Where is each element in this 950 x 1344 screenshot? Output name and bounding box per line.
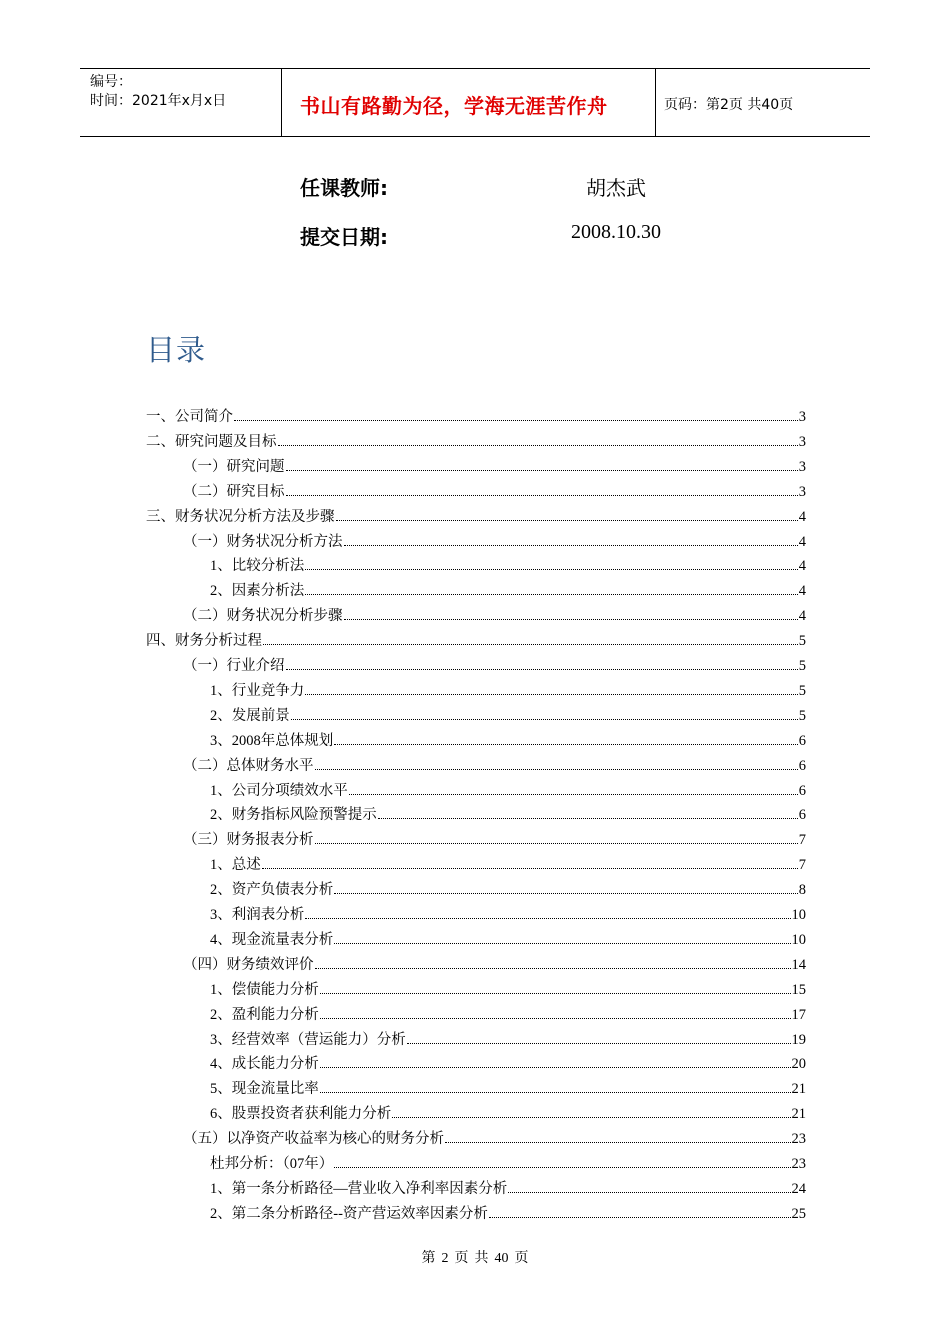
toc-entry-title: 二、研究问题及目标: [146, 433, 277, 450]
toc-dot-leader: [305, 694, 798, 695]
toc-entry[interactable]: [210, 877, 806, 899]
toc-entry-title: 6、股票投资者获利能力分析: [210, 1106, 392, 1123]
toc-dot-leader: [336, 520, 798, 521]
toc-entry[interactable]: [183, 603, 806, 625]
toc-entry-title: 一、公司简介: [146, 409, 233, 425]
toc-entry[interactable]: [146, 504, 806, 526]
toc-dot-leader: [445, 1142, 791, 1143]
toc-entry-title: 1、第一条分析路径—营业收入净利率因素分析: [210, 1180, 508, 1197]
toc-dot-leader: [315, 769, 798, 770]
toc-entry-title: 2、发展前景: [210, 707, 290, 724]
toc-entry-page: 17: [791, 1006, 806, 1023]
teacher-name: 胡杰武: [586, 176, 646, 200]
toc-entry-page: 19: [791, 1031, 806, 1048]
toc-dot-leader: [320, 1092, 791, 1093]
toc-entry-title: 杜邦分析：（07年）: [210, 1156, 334, 1172]
footer-total-pages: 40: [494, 1251, 509, 1266]
toc-dot-leader: [305, 918, 790, 919]
toc-entry-page: 10: [791, 931, 806, 948]
toc-entry-title: 1、公司分项绩效水平: [210, 782, 348, 799]
toc-entry[interactable]: [183, 529, 806, 551]
toc-entry[interactable]: [183, 1126, 806, 1148]
toc-entry[interactable]: [210, 703, 806, 725]
toc-entry-page: 3: [798, 483, 806, 500]
toc-entry-title: 2、财务指标风险预警提示: [210, 807, 377, 824]
submit-date-label: 提交日期:: [300, 225, 388, 249]
toc-entry-page: 15: [791, 981, 806, 998]
footer-total-unit: 页: [514, 1251, 529, 1266]
header-time-label: 时间：2021年x月x日: [90, 93, 227, 109]
toc-dot-leader: [344, 619, 798, 620]
toc-dot-leader: [286, 669, 798, 670]
toc-entry-page: 5: [798, 707, 806, 724]
toc-entry-page: 5: [798, 658, 806, 674]
toc-entry-page: 7: [798, 832, 806, 849]
toc-entry-title: 4、现金流量表分析: [210, 931, 334, 948]
toc-dot-leader: [392, 1117, 790, 1118]
toc-entry[interactable]: [183, 454, 806, 476]
toc-entry[interactable]: [210, 927, 806, 949]
toc-dot-leader: [286, 495, 798, 496]
toc-entry-page: 21: [791, 1106, 806, 1123]
toc-dot-leader: [349, 794, 798, 795]
toc-entry-title: 1、总述: [210, 857, 261, 874]
toc-dot-leader: [344, 545, 798, 546]
toc-entry-page: 23: [791, 1156, 806, 1172]
toc-entry-page: 23: [791, 1131, 806, 1148]
toc-entry-page: 25: [791, 1205, 806, 1222]
toc-entry-title: 1、偿债能力分析: [210, 981, 319, 998]
toc-entry[interactable]: [183, 952, 806, 974]
toc-entry[interactable]: [210, 1201, 806, 1223]
toc-dot-leader: [234, 420, 798, 421]
toc-entry-title: 3、利润表分析: [210, 907, 305, 923]
toc-dot-leader: [378, 818, 798, 819]
footer-total-prefix: 共: [474, 1251, 489, 1266]
toc-entry-title: 四、财务分析过程: [146, 633, 262, 650]
teacher-label: 任课教师:: [300, 176, 388, 200]
submit-date-value: 2008.10.30: [571, 221, 661, 243]
toc-entry-page: 6: [798, 732, 806, 749]
toc-title: 目录: [146, 333, 207, 367]
toc-entry-page: 14: [791, 956, 806, 973]
toc-entry[interactable]: [146, 628, 806, 650]
header-bottom-border: [80, 136, 870, 137]
toc-entry-page: 4: [798, 608, 806, 625]
footer-page-number: 2: [441, 1251, 449, 1266]
toc-entry-title: （二）财务状况分析步骤: [183, 608, 343, 625]
toc-entry-title: （五）以净资产收益率为核心的财务分析: [183, 1131, 444, 1148]
toc-entry-page: 3: [798, 433, 806, 450]
toc-entry-page: 20: [791, 1056, 806, 1073]
header-motto: 书山有路勤为径，学海无涯苦作舟: [300, 94, 608, 118]
toc-entry[interactable]: [210, 553, 806, 575]
toc-entry-page: 6: [798, 807, 806, 824]
toc-entry-title: （四）财务绩效评价: [183, 956, 314, 973]
footer-page-unit: 页: [454, 1251, 469, 1266]
toc-dot-leader: [291, 719, 798, 720]
toc-entry-page: 5: [798, 682, 806, 699]
toc-entry[interactable]: [210, 977, 806, 999]
toc-entry[interactable]: [183, 653, 806, 675]
toc-entry[interactable]: [146, 429, 806, 451]
toc-entry[interactable]: [210, 1151, 806, 1173]
toc-dot-leader: [315, 843, 798, 844]
toc-entry-page: 6: [798, 782, 806, 799]
toc-entry-page: 21: [791, 1081, 806, 1098]
toc-entry[interactable]: [210, 1051, 806, 1073]
header-divider-right: [655, 69, 656, 136]
toc-entry[interactable]: [210, 802, 806, 824]
toc-entry[interactable]: [210, 728, 806, 750]
toc-entry-title: 2、因素分析法: [210, 583, 305, 600]
toc-entry-title: （二）总体财务水平: [183, 757, 314, 774]
toc-entry-page: 7: [798, 857, 806, 874]
toc-entry-page: 4: [798, 583, 806, 600]
toc-entry-title: 3、2008年总体规划: [210, 732, 334, 749]
toc-entry-title: （一）财务状况分析方法: [183, 533, 343, 550]
toc-entry-title: 5、现金流量比率: [210, 1081, 319, 1098]
toc-entry-title: 4、成长能力分析: [210, 1056, 319, 1073]
toc-entry-page: 10: [791, 907, 806, 923]
toc-entry[interactable]: [210, 1176, 806, 1198]
toc-entry[interactable]: [210, 678, 806, 700]
toc-dot-leader: [334, 744, 798, 745]
toc-entry[interactable]: [210, 1002, 806, 1024]
toc-entry-title: 3、经营效率（营运能力）分析: [210, 1031, 406, 1048]
toc-entry[interactable]: [210, 1076, 806, 1098]
toc-entry[interactable]: [210, 1027, 806, 1049]
toc-entry-title: 1、行业竞争力: [210, 682, 305, 699]
toc-entry[interactable]: [210, 902, 806, 924]
toc-dot-leader: [320, 993, 791, 994]
header-number-label: 编号：: [90, 74, 132, 90]
toc-dot-leader: [320, 1018, 791, 1019]
toc-entry-title: （二）研究目标: [183, 483, 285, 500]
toc-dot-leader: [334, 1167, 790, 1168]
toc-dot-leader: [320, 1067, 791, 1068]
header-page-info: 页码：第2页 共40页: [664, 97, 794, 113]
toc-dot-leader: [305, 594, 798, 595]
toc-entry-title: （一）研究问题: [183, 458, 285, 475]
toc-entry-page: 3: [798, 458, 806, 475]
toc-dot-leader: [508, 1192, 790, 1193]
toc-entry-page: 8: [798, 882, 806, 899]
toc-entry[interactable]: [183, 827, 806, 849]
toc-dot-leader: [315, 968, 791, 969]
toc-entry[interactable]: [183, 753, 806, 775]
toc-dot-leader: [407, 1043, 791, 1044]
toc-entry-title: 2、盈利能力分析: [210, 1006, 319, 1023]
toc-dot-leader: [489, 1217, 791, 1218]
toc-entry-page: 4: [798, 508, 806, 525]
toc-entry[interactable]: [210, 778, 806, 800]
toc-dot-leader: [286, 470, 798, 471]
toc-dot-leader: [305, 569, 798, 570]
toc-entry[interactable]: [210, 1101, 806, 1123]
toc-entry[interactable]: [183, 479, 806, 501]
toc-entry-page: 5: [798, 633, 806, 650]
toc-entry-title: 三、财务状况分析方法及步骤: [146, 508, 335, 525]
toc-entry-title: （三）财务报表分析: [183, 832, 314, 849]
toc-entry-page: 4: [798, 533, 806, 550]
footer-page-prefix: 第: [421, 1251, 436, 1266]
toc-entry-page: 4: [798, 558, 806, 575]
toc-entry[interactable]: [210, 578, 806, 600]
toc-entry[interactable]: [210, 852, 806, 874]
toc-dot-leader: [262, 868, 798, 869]
toc-dot-leader: [334, 943, 790, 944]
toc-entry-title: 1、比较分析法: [210, 558, 305, 575]
toc-dot-leader: [334, 893, 798, 894]
toc-entry-page: 6: [798, 757, 806, 774]
toc-entry-title: 2、第二条分析路径--资产营运效率因素分析: [210, 1205, 488, 1222]
header-top-border: [80, 68, 870, 69]
toc-dot-leader: [263, 644, 798, 645]
toc-entry-page: 24: [791, 1180, 806, 1197]
toc-dot-leader: [278, 445, 798, 446]
header-divider-left: [281, 69, 282, 136]
toc-entry[interactable]: [146, 404, 806, 426]
page-footer: [0, 1247, 950, 1267]
toc-entry-title: （一）行业介绍: [183, 658, 285, 674]
toc-entry-title: 2、资产负债表分析: [210, 882, 334, 899]
toc-entry-page: 3: [798, 409, 806, 425]
